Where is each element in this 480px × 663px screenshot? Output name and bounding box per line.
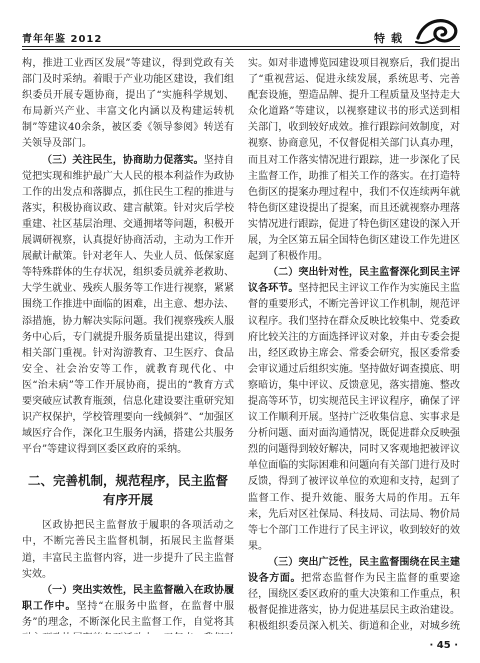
page-header (22, 10, 460, 50)
paragraph (22, 583, 234, 634)
subheading: （三）突出广泛性，民主监督围绕在民主建设各方面。 (248, 556, 460, 584)
decorative-swirl-icon (414, 12, 460, 48)
paragraph: 实。如对非遗博览园建设项目视察后，我们提出了“重视营运、促进永续发展，系统思考、完善配套设施，塑造品牌、提升工程质量及坚持走大众化道路”等建议，以视察建议书的形式送到相关部门，收到较好成效。推行跟踪问效制度，对视察、协商意见，不仅督促相关部门认真办理，而且对工作落实情况进行跟踪，进一步深化了民主监督工作，助推了相关工作的落实。在打造特色街区的提案办理过程中，我们不仅连续两年就特色街区建设提出了提案，而且还就视察办理落实情况进行跟踪，促进了特色街区建设的深入开展，为全区第五届全国特色街区建设工作先进区起到了积极作用。 (248, 58, 460, 263)
paragraph-body: 把常态监督作为民主监督的重要途径，围绕区委区政府的重大决策和工作重点，积极督促推进落实，协力促进基层民主政治建设。积极组织委员深入机关、街道和企业，对城乡统 (248, 573, 460, 633)
section-heading (22, 471, 234, 509)
paragraph (248, 265, 460, 555)
header-rule (22, 46, 460, 50)
journal-title: 青年年鉴 2012 (22, 34, 103, 45)
paragraph-body: 坚持把民主评议工作作为实施民主监督的重要形式，不断完善评议工作机制，规范评议程序。我们坚持在群众反映比较集中、党委政府比较关注的方面选择评议对象，并由专委会提出，经区政协主席会、常委会研究，报区委常委会审议通过后组织实施。坚持做好调查摸底、明察暗访，集中评议、反馈意见，落实措施、整改提高等环节，切实规范民主评议程序，确保了评议工作顺利开展。坚持广泛收集信息、实事求是分析问题、面对面沟通情况，既促进群众反映强烈的问题得到较好解决，同时又客观地把被评议单位面临的实际困难和问题向有关部门进行及时反馈，得到了被评议单位的欢迎和支持，起到了监督工作、提升效能、服务大局的作用。五年来，先后对区社保局、科技局、司法局、物价局等七个部门工作进行了民主评议，收到较好的效果。 (248, 283, 460, 552)
right-column (248, 56, 460, 634)
section-heading-line1: 二、完善机制，规范程序，民主监督 (27, 473, 228, 489)
subheading: （三）关注民生，协商助力促落实。 (42, 154, 204, 166)
paragraph: 构，推进工业西区发展”等建议，得到党政有关部门及时采纳。着眼于产业功能区建设，我们组织委员开展专题协商，提出了“实施科学规划、布局新兴产业、丰富文化内涵以及构建运转机制”等建议40余条，被区委《领导参阅》转送有关领导及部门。 (22, 58, 234, 150)
paragraph-body: 坚持“在服务中监督，在监督中服务”的理念，不断深化民主监督工作，自觉将其 (22, 600, 234, 628)
paragraph (22, 153, 234, 459)
paragraph-body: 坚持自觉把实现和维护最广大人民的根本利益作为政协工作的出发点和落脚点，抓住民生工程的推进与落实，积极协商议政、建言献策。针对灾后学校重建、社区基层治理、交通拥堵等问题，积极开展调研视察，认真提好协商活动，主动为工作开展献计献策。针对老年人、失业人员、低保家庭等特殊群体的生存状况，组织委员就养老救助、大学生就业、残疾人服务等工作进行视察，紧紧围绕工作推进中面临的困难，出主意、想办法、添措施，协力解决实际问题。我们视察残疾人服务中心后，专门就提升服务质量提出建议，得到相关部门重视。针对沟游教育、卫生医疗、食品安全、社会治安等工作，就教育现代化、中医“治未病”等工作开展协商，提出的“教育方式要突破应试教育瓶颈，信息化建设要注重研究知识产权保护，学校管理要向一线倾斜”、“加强区域医疗合作，深化卫生服务内涵，搭建公共服务平台”等建议得到区委区政府的采纳。 (22, 154, 234, 456)
section-heading-line2: 有序开展 (102, 492, 153, 508)
subheading: （一）突出实效性，民主监督融入在政协履职工作中。 (22, 584, 234, 612)
paragraph (248, 555, 460, 634)
section-name: 特载 (374, 32, 408, 45)
subheading: （二）突出针对性，民主监督深化到民主评议各环节。 (248, 267, 460, 295)
paragraph: 区政协把民主监督放于履职的各项活动之中，不断完善民主监督机制，拓展民主监督渠道，丰富民主监督内容，进一步提升了民主监督实效。 (22, 520, 234, 580)
left-column (22, 56, 234, 634)
page-number: · 45 · (429, 640, 458, 651)
